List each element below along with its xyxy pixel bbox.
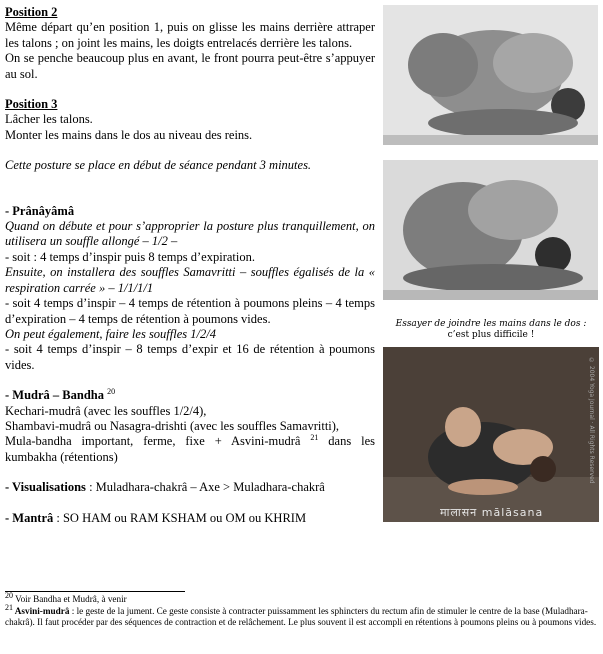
mudra-heading-line [5, 388, 375, 403]
photo-position-3 [383, 160, 598, 300]
spacer [5, 373, 375, 388]
photo-position-2 [383, 5, 598, 145]
pranayama-line-2: - soit : 4 temps d’inspir puis 8 temps d’expiration. [5, 249, 255, 264]
photo-caption [383, 319, 599, 341]
mantra-text: : SO HAM ou RAM KSHAM ou OM ou KHRIM [53, 510, 307, 525]
pranayama-line-1: Quand on débute et pour s’approprier la posture plus tranquillement, on utilisera un souffle allongé – 1/2 – [5, 219, 375, 249]
pranayama-line-4: - soit 4 temps d’inspir – 4 temps de rétention à poumons pleins – 4 temps d’expiration – 4 temps de rétention à poumons vides. [5, 296, 375, 326]
visualisations-text: : Muladhara-chakrâ – Axe > Muladhara-chakrâ [85, 480, 325, 495]
spacer [5, 143, 375, 158]
position2-text-1: Même départ qu’en position 1, puis on glisse les mains derrière attraper les talons ; on joint les mains, les doigts entrelacés derrière les talons. [5, 20, 375, 50]
spacer [5, 189, 375, 204]
visualisations-line [5, 480, 375, 495]
pranayama-line-5: On peut également, faire les souffles 1/2/4 [5, 326, 216, 341]
mantra-line [5, 511, 375, 526]
position3-note: Cette posture se place en début de séance pendant 3 minutes. [5, 158, 312, 173]
malasana-label: मालासन mālāsana [440, 506, 544, 519]
pranayama-line-3: Ensuite, on installera des souffles Samavritti – souffles égalisés de la « respiration carrée » – 1/1/1/1 [5, 265, 375, 295]
footnote-21-number: 21 [5, 602, 13, 612]
footnote-separator [5, 591, 185, 592]
spacer [5, 82, 375, 97]
visualisations-label: - Visualisations [5, 480, 86, 495]
spacer [5, 174, 375, 189]
footnote-21-text: : le geste de la jument. Ce geste consiste à contracter puissamment les sphincters du rectum afin de stimuler le centre de la base (Muladhara-chakrâ). Il faut procéder par des séquences de contraction et de relâchement. Le plus souvent il est accompli en rétentions à poumons pleins ou à poumons vides. [5, 605, 597, 627]
mudra-line-3 [5, 434, 375, 465]
position3-text-2: Monter les mains dans le dos au niveau des reins. [5, 127, 253, 142]
mudra-line-3b: dans les kumbakha (rétentions) [5, 434, 376, 464]
pranayama-line-6: - soit 4 temps d’inspir – 8 temps d’expir et 16 de rétention à poumons vides. [5, 342, 375, 372]
main-text-column [5, 5, 375, 526]
footnote-ref-20: 20 [107, 386, 116, 396]
footnote-ref-21: 21 [310, 433, 319, 443]
mudra-line-1: Kechari-mudrâ (avec les souffles 1/2/4), [5, 403, 207, 418]
footnotes [5, 590, 599, 629]
caption-line-1: Essayer de joindre les mains dans le dos : [395, 319, 587, 329]
caption-line-2: c’est plus difficile ! [447, 330, 535, 340]
mudra-line-2: Shambavi-mudrâ ou Nasagra-drishti (avec les souffles Samavritti), [5, 418, 340, 433]
position3-text-1: Lâcher les talons. [5, 112, 93, 127]
spacer [5, 465, 375, 480]
position3-heading: Position 3 [5, 97, 58, 112]
footnote-20-text: Voir Bandha et Mudrâ, à venir [13, 594, 127, 604]
yoga-pose-figure-1 [383, 5, 598, 145]
footnote-20-number: 20 [5, 590, 13, 600]
mudra-line-3a: Mula-bandha important, ferme, fixe + Asvini-mudrâ [5, 434, 301, 449]
photo-malasana [383, 347, 599, 522]
position2-heading: Position 2 [5, 5, 58, 19]
footnote-21 [5, 602, 599, 629]
mantra-label: - Mantrâ [5, 510, 54, 525]
spacer [5, 496, 375, 511]
footnote-21-label: Asvini-mudrâ [13, 605, 70, 616]
pranayama-heading: - Prânâyâmâ [5, 203, 75, 218]
photo-credit: © 2004 Yoga Journal · All Rights Reserved [588, 357, 595, 484]
position2-text-2: On se penche beaucoup plus en avant, le front pourra peut-être s’appuyer au sol. [5, 51, 375, 81]
footnote-20 [5, 590, 599, 606]
yoga-pose-figure-3 [383, 347, 599, 522]
mudra-heading: - Mudrâ – Bandha [5, 388, 104, 403]
yoga-pose-figure-2 [383, 160, 598, 300]
